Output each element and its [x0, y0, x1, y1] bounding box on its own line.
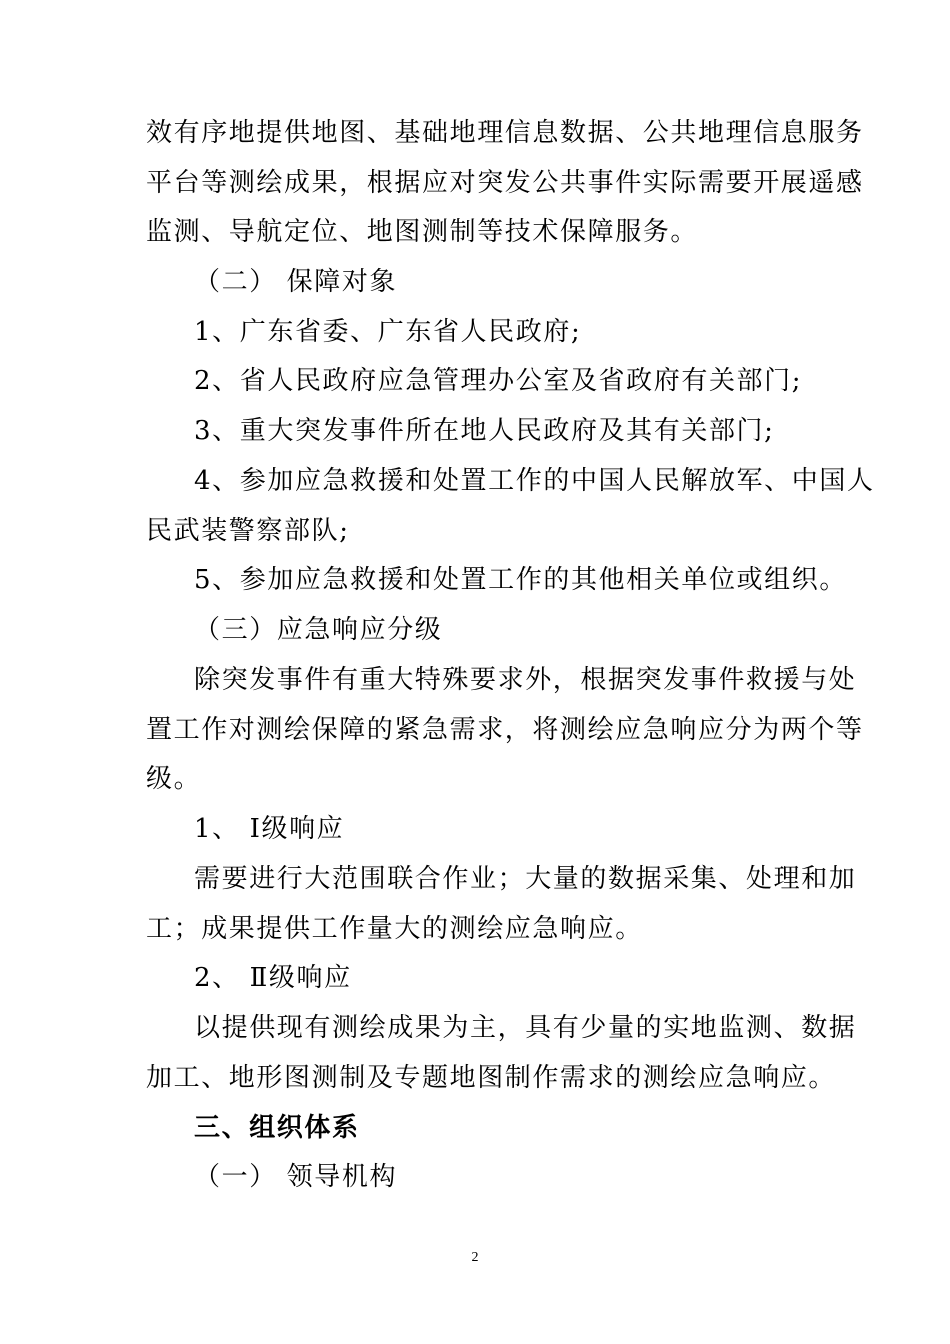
section-heading: （三）应急响应分级: [194, 615, 443, 645]
section-heading: （一） 领导机构: [194, 1162, 398, 1192]
list-item: 5、参加应急救援和处置工作的其他相关单位或组织。: [194, 565, 847, 595]
text-line: 需要进行大范围联合作业；大量的数据采集、处理和加: [194, 864, 857, 894]
text-line: 以提供现有测绘成果为主，具有少量的实地监测、数据: [194, 1013, 857, 1043]
text-line: 民武装警察部队;: [146, 516, 350, 546]
subsection-heading: 1、 Ⅰ级响应: [194, 814, 345, 844]
chapter-heading: 三、组织体系: [194, 1113, 360, 1143]
section-heading: （二） 保障对象: [194, 267, 398, 297]
text-line: 置工作对测绘保障的紧急需求，将测绘应急响应分为两个等: [146, 715, 864, 745]
text-line: 效有序地提供地图、基础地理信息数据、公共地理信息服务: [146, 118, 864, 148]
text-line: 级。: [146, 764, 202, 794]
page-number: 2: [471, 1250, 479, 1265]
list-item: 4、参加应急救援和处置工作的中国人民解放军、中国人: [194, 466, 875, 496]
list-item: 1、广东省委、广东省人民政府;: [194, 317, 582, 347]
text-line: 除突发事件有重大特殊要求外，根据突发事件救援与处: [194, 665, 857, 695]
text-line: 监测、导航定位、地图测制等技术保障服务。: [146, 217, 699, 247]
text-line: 工；成果提供工作量大的测绘应急响应。: [146, 914, 643, 944]
subsection-heading: 2、 Ⅱ级响应: [194, 963, 352, 993]
list-item: 3、重大突发事件所在地人民政府及其有关部门;: [194, 416, 775, 446]
text-line: 平台等测绘成果，根据应对突发公共事件实际需要开展遥感: [146, 168, 864, 198]
list-item: 2、省人民政府应急管理办公室及省政府有关部门;: [194, 366, 803, 396]
text-line: 加工、地形图测制及专题地图制作需求的测绘应急响应。: [146, 1063, 837, 1093]
